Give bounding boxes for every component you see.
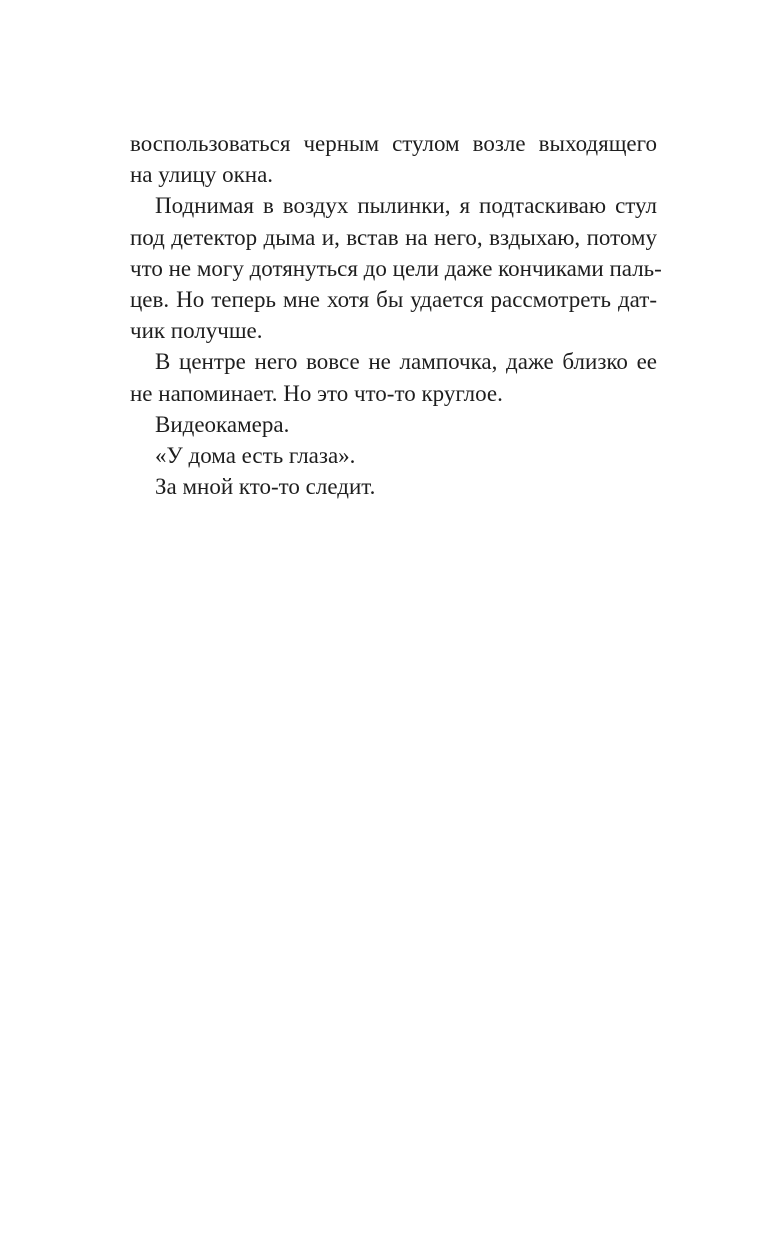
text-line: воспользоваться черным стулом возле выходящего (130, 131, 657, 156)
text-line: «У дома есть глаза». (155, 442, 356, 468)
text-line: под детектор дыма и, встав на него, вздыхаю, потому (130, 224, 657, 250)
text-line: что не могу дотянуться до цели даже кончиками паль- (130, 255, 662, 281)
text-line: За мной кто-то следит. (155, 474, 376, 500)
text-line: чик получше. (130, 318, 263, 344)
text-line: на улицу окна. (130, 162, 274, 188)
text-line: В центре него вовсе не лампочка, даже близко ее (155, 349, 657, 375)
text-line: цев. Но теперь мне хотя бы удается рассмотреть дат- (130, 286, 657, 312)
text-line: Видеокамера. (155, 411, 290, 437)
text-line: не напоминает. Но это что-то круглое. (130, 380, 503, 406)
text-line: Поднимая в воздух пылинки, я подтаскиваю стул (155, 193, 657, 219)
body-text (130, 128, 662, 502)
